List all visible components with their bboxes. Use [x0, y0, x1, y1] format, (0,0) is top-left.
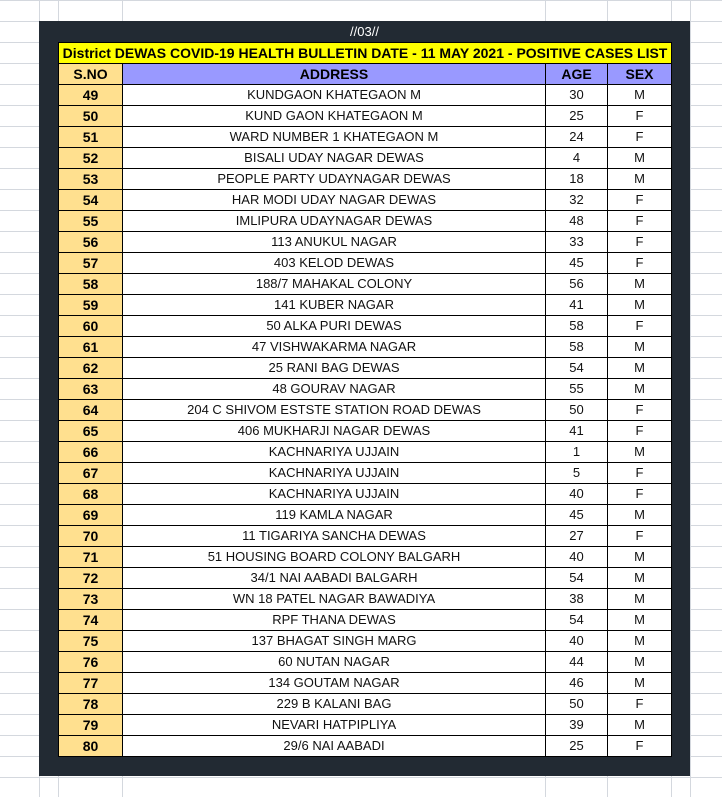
column-header-sno: S.NO: [59, 64, 123, 85]
age-cell: 58: [546, 337, 608, 358]
serial-number-cell: 66: [59, 442, 123, 463]
serial-number-cell: 65: [59, 421, 123, 442]
address-cell: 47 VISHWAKARMA NAGAR: [123, 337, 546, 358]
address-cell: 229 B KALANI BAG: [123, 694, 546, 715]
table-row: [59, 547, 672, 568]
age-cell: 50: [546, 400, 608, 421]
age-cell: 58: [546, 316, 608, 337]
table-row: [59, 589, 672, 610]
table-row: [59, 232, 672, 253]
table-row: [59, 379, 672, 400]
sex-cell: F: [608, 526, 672, 547]
serial-number-cell: 77: [59, 673, 123, 694]
age-cell: 45: [546, 505, 608, 526]
serial-number-cell: 53: [59, 169, 123, 190]
table-row: [59, 400, 672, 421]
age-cell: 1: [546, 442, 608, 463]
sex-cell: F: [608, 736, 672, 757]
age-cell: 40: [546, 484, 608, 505]
age-cell: 38: [546, 589, 608, 610]
sex-cell: M: [608, 610, 672, 631]
table-row: [59, 631, 672, 652]
positive-cases-table: [58, 42, 672, 757]
serial-number-cell: 74: [59, 610, 123, 631]
header-row: [59, 64, 672, 85]
address-cell: 51 HOUSING BOARD COLONY BALGARH: [123, 547, 546, 568]
sex-cell: M: [608, 295, 672, 316]
address-cell: 34/1 NAI AABADI BALGARH: [123, 568, 546, 589]
table-row: [59, 442, 672, 463]
address-cell: KACHNARIYA UJJAIN: [123, 442, 546, 463]
sex-cell: F: [608, 484, 672, 505]
address-cell: 50 ALKA PURI DEWAS: [123, 316, 546, 337]
sex-cell: M: [608, 379, 672, 400]
sex-cell: M: [608, 568, 672, 589]
serial-number-cell: 56: [59, 232, 123, 253]
address-cell: 60 NUTAN NAGAR: [123, 652, 546, 673]
table-row: [59, 736, 672, 757]
address-cell: WN 18 PATEL NAGAR BAWADIYA: [123, 589, 546, 610]
sex-cell: M: [608, 358, 672, 379]
serial-number-cell: 59: [59, 295, 123, 316]
age-cell: 41: [546, 421, 608, 442]
age-cell: 54: [546, 358, 608, 379]
table-row: [59, 715, 672, 736]
table-row: [59, 169, 672, 190]
age-cell: 55: [546, 379, 608, 400]
table-row: [59, 85, 672, 106]
sex-cell: F: [608, 127, 672, 148]
age-cell: 25: [546, 736, 608, 757]
table-row: [59, 484, 672, 505]
serial-number-cell: 57: [59, 253, 123, 274]
table-row: [59, 694, 672, 715]
table-row: [59, 568, 672, 589]
table-row: [59, 463, 672, 484]
serial-number-cell: 49: [59, 85, 123, 106]
table-row: [59, 526, 672, 547]
serial-number-cell: 55: [59, 211, 123, 232]
sex-cell: F: [608, 253, 672, 274]
age-cell: 25: [546, 106, 608, 127]
sex-cell: M: [608, 547, 672, 568]
age-cell: 40: [546, 547, 608, 568]
age-cell: 24: [546, 127, 608, 148]
table-row: [59, 274, 672, 295]
sex-cell: F: [608, 190, 672, 211]
serial-number-cell: 80: [59, 736, 123, 757]
serial-number-cell: 62: [59, 358, 123, 379]
table-row: [59, 358, 672, 379]
serial-number-cell: 58: [59, 274, 123, 295]
sex-cell: M: [608, 148, 672, 169]
table-row: [59, 127, 672, 148]
sex-cell: M: [608, 589, 672, 610]
serial-number-cell: 68: [59, 484, 123, 505]
address-cell: BISALI UDAY NAGAR DEWAS: [123, 148, 546, 169]
address-cell: KACHNARIYA UJJAIN: [123, 484, 546, 505]
address-cell: RPF THANA DEWAS: [123, 610, 546, 631]
age-cell: 30: [546, 85, 608, 106]
sex-cell: M: [608, 442, 672, 463]
sex-cell: M: [608, 337, 672, 358]
address-cell: NEVARI HATPIPLIYA: [123, 715, 546, 736]
address-cell: 204 C SHIVOM ESTSTE STATION ROAD DEWAS: [123, 400, 546, 421]
sex-cell: F: [608, 463, 672, 484]
serial-number-cell: 52: [59, 148, 123, 169]
serial-number-cell: 61: [59, 337, 123, 358]
age-cell: 46: [546, 673, 608, 694]
address-cell: KUNDGAON KHATEGAON M: [123, 85, 546, 106]
sex-cell: M: [608, 274, 672, 295]
age-cell: 44: [546, 652, 608, 673]
sheet-gridline: [690, 0, 691, 797]
table-row: [59, 673, 672, 694]
sex-cell: F: [608, 106, 672, 127]
column-header-address: ADDRESS: [123, 64, 546, 85]
sex-cell: F: [608, 316, 672, 337]
address-cell: 137 BHAGAT SINGH MARG: [123, 631, 546, 652]
sex-cell: F: [608, 694, 672, 715]
address-cell: PEOPLE PARTY UDAYNAGAR DEWAS: [123, 169, 546, 190]
age-cell: 32: [546, 190, 608, 211]
serial-number-cell: 69: [59, 505, 123, 526]
serial-number-cell: 72: [59, 568, 123, 589]
age-cell: 50: [546, 694, 608, 715]
address-cell: KACHNARIYA UJJAIN: [123, 463, 546, 484]
sex-cell: F: [608, 211, 672, 232]
address-cell: 29/6 NAI AABADI: [123, 736, 546, 757]
sex-cell: F: [608, 400, 672, 421]
age-cell: 56: [546, 274, 608, 295]
age-cell: 18: [546, 169, 608, 190]
address-cell: 406 MUKHARJI NAGAR DEWAS: [123, 421, 546, 442]
serial-number-cell: 54: [59, 190, 123, 211]
title-row: [59, 43, 672, 64]
serial-number-cell: 64: [59, 400, 123, 421]
address-cell: KUND GAON KHATEGAON M: [123, 106, 546, 127]
table-row: [59, 421, 672, 442]
column-header-age: AGE: [546, 64, 608, 85]
age-cell: 5: [546, 463, 608, 484]
serial-number-cell: 79: [59, 715, 123, 736]
serial-number-cell: 73: [59, 589, 123, 610]
age-cell: 33: [546, 232, 608, 253]
age-cell: 40: [546, 631, 608, 652]
address-cell: 48 GOURAV NAGAR: [123, 379, 546, 400]
address-cell: WARD NUMBER 1 KHATEGAON M: [123, 127, 546, 148]
sex-cell: M: [608, 505, 672, 526]
table-row: [59, 190, 672, 211]
address-cell: 141 KUBER NAGAR: [123, 295, 546, 316]
age-cell: 39: [546, 715, 608, 736]
age-cell: 54: [546, 568, 608, 589]
address-cell: 403 KELOD DEWAS: [123, 253, 546, 274]
address-cell: 119 KAMLA NAGAR: [123, 505, 546, 526]
address-cell: IMLIPURA UDAYNAGAR DEWAS: [123, 211, 546, 232]
serial-number-cell: 75: [59, 631, 123, 652]
table-row: [59, 295, 672, 316]
table-row: [59, 316, 672, 337]
sex-cell: M: [608, 85, 672, 106]
table-row: [59, 610, 672, 631]
serial-number-cell: 63: [59, 379, 123, 400]
sex-cell: M: [608, 715, 672, 736]
age-cell: 4: [546, 148, 608, 169]
serial-number-cell: 60: [59, 316, 123, 337]
table-row: [59, 505, 672, 526]
age-cell: 45: [546, 253, 608, 274]
serial-number-cell: 70: [59, 526, 123, 547]
table-row: [59, 148, 672, 169]
sex-cell: M: [608, 673, 672, 694]
table-row: [59, 652, 672, 673]
sex-cell: F: [608, 232, 672, 253]
table-row: [59, 106, 672, 127]
sex-cell: F: [608, 421, 672, 442]
column-header-sex: SEX: [608, 64, 672, 85]
bulletin-title: District DEWAS COVID-19 HEALTH BULLETIN DATE - 11 MAY 2021 - POSITIVE CASES LIST: [59, 43, 672, 64]
table-row: [59, 211, 672, 232]
age-cell: 27: [546, 526, 608, 547]
serial-number-cell: 67: [59, 463, 123, 484]
serial-number-cell: 50: [59, 106, 123, 127]
serial-number-cell: 76: [59, 652, 123, 673]
serial-number-cell: 71: [59, 547, 123, 568]
address-cell: 134 GOUTAM NAGAR: [123, 673, 546, 694]
table-row: [59, 253, 672, 274]
serial-number-cell: 51: [59, 127, 123, 148]
age-cell: 54: [546, 610, 608, 631]
address-cell: 113 ANUKUL NAGAR: [123, 232, 546, 253]
table-row: [59, 337, 672, 358]
address-cell: 25 RANI BAG DEWAS: [123, 358, 546, 379]
address-cell: 11 TIGARIYA SANCHA DEWAS: [123, 526, 546, 547]
sex-cell: M: [608, 631, 672, 652]
sex-cell: M: [608, 169, 672, 190]
address-cell: 188/7 MAHAKAL COLONY: [123, 274, 546, 295]
address-cell: HAR MODI UDAY NAGAR DEWAS: [123, 190, 546, 211]
table-body: [59, 85, 672, 757]
sex-cell: M: [608, 652, 672, 673]
age-cell: 41: [546, 295, 608, 316]
age-cell: 48: [546, 211, 608, 232]
page-marker: //03//: [350, 24, 379, 39]
serial-number-cell: 78: [59, 694, 123, 715]
